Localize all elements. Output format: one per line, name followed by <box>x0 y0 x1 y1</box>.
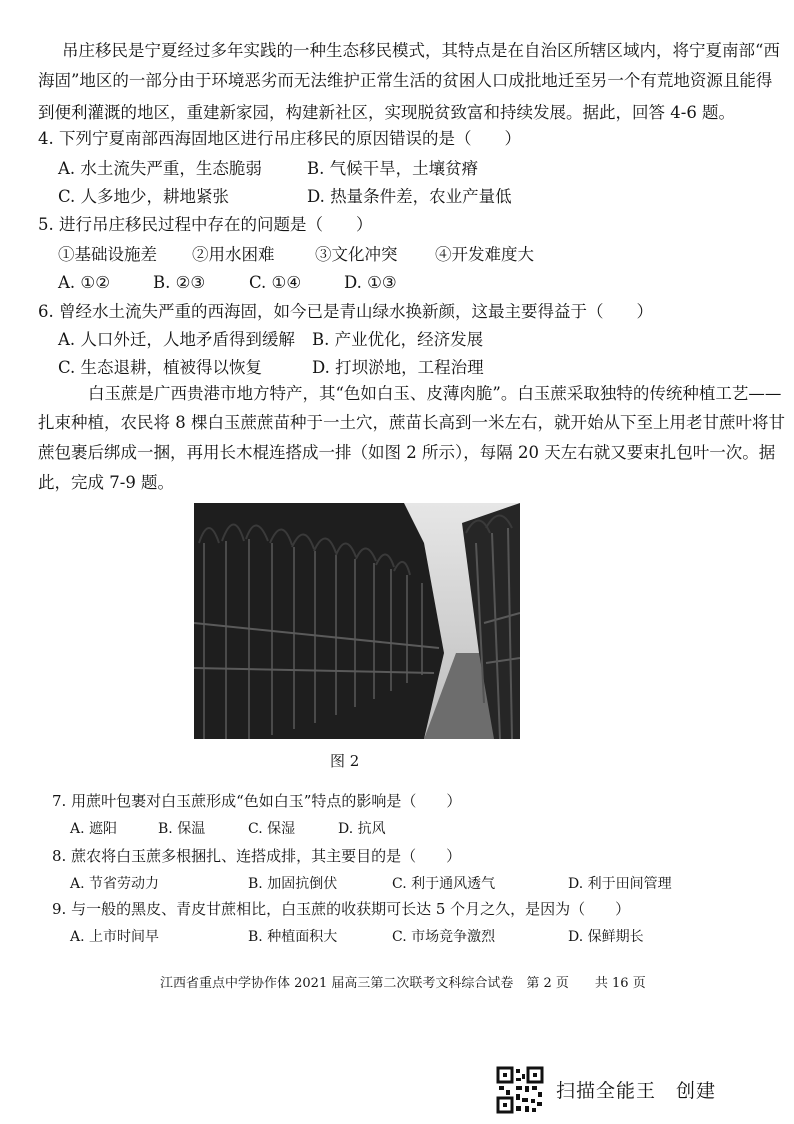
qr-code-icon <box>496 1066 544 1118</box>
q5-option-b: B. ②③ <box>153 273 206 292</box>
q9-stem: 9. 与一般的黑皮、青皮甘蔗相比，白玉蔗的收获期可长达 5 个月之久，是因为（ ） <box>52 900 631 918</box>
passage2-line4: 此，完成 7-9 题。 <box>38 473 175 492</box>
q6-stem: 6. 曾经水土流失严重的西海固，如今已是青山绿水换新颜，这最主要得益于（ ） <box>38 302 653 321</box>
q5-stem: 5. 进行吊庄移民过程中存在的问题是（ ） <box>38 215 373 234</box>
q7-option-b: B. 保温 <box>158 821 206 837</box>
passage1-line1: 吊庄移民是宁夏经过多年实践的一种生态移民模式，其特点是在自治区所辖区域内，将宁夏南部“西 <box>62 41 780 60</box>
q4-option-a: A. 水土流失严重，生态脆弱 <box>58 159 262 178</box>
passage2-line3: 蔗包裹后绑成一捆，再用长木棍连搭成一排（如图 2 所示），每隔 20 天左右就又要束扎包叶一次。据 <box>38 443 776 462</box>
page-footer: 江西省重点中学协作体 2021 届高三第二次联考文科综合试卷 第 2 页 共 16 页 <box>160 976 646 991</box>
scanner-watermark-text: 扫描全能王 创建 <box>556 1080 717 1102</box>
q9-option-c: C. 市场竞争激烈 <box>392 929 496 945</box>
q9-option-d: D. 保鲜期长 <box>568 929 644 945</box>
q4-option-d: D. 热量条件差，农业产量低 <box>307 187 512 206</box>
q6-option-c: C. 生态退耕，植被得以恢复 <box>58 358 263 377</box>
q8-option-d: D. 利于田间管理 <box>568 876 672 892</box>
passage1-line2: 海固”地区的一部分由于环境恶劣而无法维护正常生活的贫困人口成批地迁至另一个有荒地资源且能得 <box>38 71 773 90</box>
q5-option-d: D. ①③ <box>344 273 397 292</box>
q5-item-3: ③文化冲突 <box>315 245 398 264</box>
q5-item-4: ④开发难度大 <box>435 245 534 264</box>
passage1-line3: 到便利灌溉的地区，重建新家园，构建新社区，实现脱贫致富和持续发展。据此，回答 4-6 题。 <box>38 103 736 122</box>
q8-option-b: B. 加固抗倒伏 <box>248 876 338 892</box>
q6-option-a: A. 人口外迁，人地矛盾得到缓解 <box>58 330 295 349</box>
q5-option-a: A. ①② <box>58 273 110 292</box>
q5-item-2: ②用水困难 <box>192 245 275 264</box>
q5-option-c: C. ①④ <box>249 273 302 292</box>
q6-option-d: D. 打坝淤地，工程治理 <box>312 358 484 377</box>
q4-stem: 4. 下列宁夏南部西海固地区进行吊庄移民的原因错误的是（ ） <box>38 129 521 148</box>
q9-option-b: B. 种植面积大 <box>248 929 338 945</box>
q5-item-1: ①基础设施差 <box>58 245 157 264</box>
q7-option-d: D. 抗风 <box>338 821 386 837</box>
q4-option-c: C. 人多地少，耕地紧张 <box>58 187 230 206</box>
q8-stem: 8. 蔗农将白玉蔗多根捆扎、连搭成排，其主要目的是（ ） <box>52 847 462 865</box>
q7-stem: 7. 用蔗叶包裹对白玉蔗形成“色如白玉”特点的影响是（ ） <box>52 792 462 810</box>
sugarcane-field-photo <box>194 503 520 739</box>
passage2-line2: 扎束种植，农民将 8 棵白玉蔗蔗苗种于一土穴，蔗苗长高到一米左右，就开始从下至上用老甘蔗叶将甘 <box>38 413 785 432</box>
q9-option-a: A. 上市时间早 <box>70 929 160 945</box>
q8-option-a: A. 节省劳动力 <box>70 876 160 892</box>
figure-caption: 图 2 <box>330 752 360 770</box>
q7-option-a: A. 遮阳 <box>70 821 118 837</box>
passage2-line1: 白玉蔗是广西贵港市地方特产，其“色如白玉、皮薄肉脆”。白玉蔗采取独特的传统种植工艺—— <box>88 384 782 403</box>
q7-option-c: C. 保湿 <box>248 821 296 837</box>
q4-option-b: B. 气候干旱，土壤贫瘠 <box>307 159 479 178</box>
q8-option-c: C. 利于通风透气 <box>392 876 496 892</box>
q6-option-b: B. 产业优化，经济发展 <box>312 330 484 349</box>
